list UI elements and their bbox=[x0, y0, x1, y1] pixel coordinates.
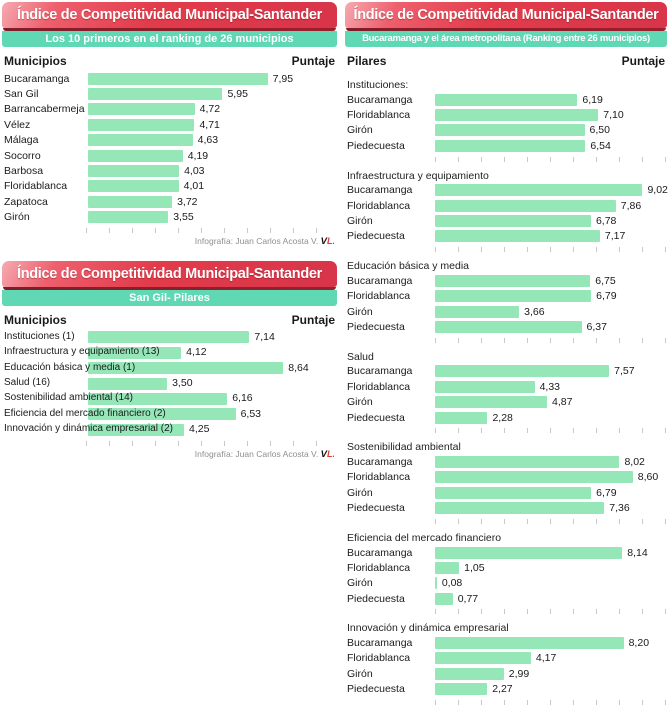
column-headers bbox=[2, 47, 337, 71]
bar-label: Girón bbox=[347, 667, 373, 680]
bar-value: 6,54 bbox=[590, 139, 611, 152]
axis-ticks bbox=[435, 519, 669, 524]
bar bbox=[435, 668, 504, 680]
bar bbox=[435, 487, 591, 499]
vl-logo-icon: V bbox=[320, 235, 327, 247]
credit-text: Infografía: Juan Carlos Acosta V. bbox=[194, 448, 319, 459]
pillar-group-label: Instituciones: bbox=[347, 79, 409, 91]
chart-subtitle: Los 10 primeros en el ranking de 26 municipios bbox=[2, 31, 337, 47]
bar-row bbox=[4, 330, 337, 345]
pillar-group-label: Innovación y dinámica empresarial bbox=[347, 622, 509, 635]
bar bbox=[435, 200, 616, 212]
bar-row bbox=[347, 364, 667, 379]
bar-row bbox=[4, 179, 337, 194]
bar bbox=[435, 471, 633, 483]
bar-label: Málaga bbox=[4, 134, 39, 147]
bar-label: Floridablanca bbox=[347, 199, 411, 212]
chart-title: Índice de Competitividad Municipal-Santander bbox=[345, 2, 667, 28]
bar-value: 0,08 bbox=[441, 577, 463, 590]
chart-subtitle: Bucaramanga y el área metropolitana (Ranking entre 26 municipios) bbox=[345, 31, 667, 47]
bar-value: 6,50 bbox=[589, 124, 610, 137]
bar-label: Barbosa bbox=[4, 165, 44, 178]
bar bbox=[435, 683, 487, 695]
bar-label: Bucaramanga bbox=[347, 455, 413, 468]
bar-value: 9,02 bbox=[647, 184, 668, 197]
bar-value: 6,79 bbox=[596, 290, 617, 303]
chart-subtitle: San Gil- Pilares bbox=[2, 290, 337, 306]
bar bbox=[435, 109, 598, 121]
bar bbox=[435, 456, 619, 468]
bar-row bbox=[4, 148, 337, 163]
bar-row bbox=[347, 485, 667, 500]
bar bbox=[435, 502, 604, 514]
bar-value: 7,10 bbox=[603, 109, 624, 122]
credit-line bbox=[2, 233, 337, 247]
bar-label: Piedecuesta bbox=[347, 411, 405, 424]
bar bbox=[435, 230, 600, 242]
bar-row bbox=[347, 319, 667, 334]
bar-label: Educación básica y media (1) bbox=[4, 361, 136, 373]
bar-label: Sostenibilidad ambiental (14) bbox=[4, 392, 133, 404]
bar-value: 4,25 bbox=[189, 423, 210, 436]
bar-label: Piedecuesta bbox=[347, 502, 405, 515]
pillar-groups bbox=[345, 79, 667, 705]
axis-ticks bbox=[435, 247, 669, 252]
bar-row bbox=[347, 591, 667, 606]
bar-row bbox=[347, 123, 667, 138]
bar-value: 4,72 bbox=[199, 103, 221, 116]
bar-label: Girón bbox=[347, 396, 373, 409]
bar-row bbox=[347, 682, 667, 697]
bar-value: 8,02 bbox=[624, 455, 645, 468]
bar bbox=[435, 306, 519, 318]
left-column bbox=[2, 2, 337, 705]
bar-row bbox=[4, 163, 337, 178]
bar-row bbox=[347, 394, 667, 409]
bar bbox=[435, 275, 590, 287]
bar-value: 2,99 bbox=[508, 667, 530, 680]
bar-label: Salud (16) bbox=[4, 377, 51, 389]
bar-row bbox=[4, 102, 337, 117]
bar-row bbox=[347, 666, 667, 681]
bar-label: Girón bbox=[347, 305, 373, 318]
bar bbox=[88, 331, 249, 343]
bar-row bbox=[347, 273, 667, 288]
bar-label: Girón bbox=[4, 211, 30, 224]
bar bbox=[435, 140, 585, 152]
bar-label: Bucaramanga bbox=[347, 637, 413, 650]
pillar-group-label: Salud bbox=[347, 350, 374, 363]
axis-ticks bbox=[435, 338, 669, 343]
pillar-group-label: Sostenibilidad ambiental bbox=[347, 441, 461, 454]
bar-row bbox=[4, 210, 337, 225]
bar-value: 7,14 bbox=[254, 330, 275, 343]
bar-value: 8,20 bbox=[628, 637, 650, 650]
bar bbox=[435, 94, 577, 106]
bar-row bbox=[4, 391, 337, 406]
bar-label: Bucaramanga bbox=[347, 365, 413, 378]
bar-row bbox=[4, 71, 337, 86]
bar-value: 8,64 bbox=[288, 361, 309, 374]
bar-label: Floridablanca bbox=[4, 180, 68, 193]
bar bbox=[88, 378, 167, 390]
bar-label: Socorro bbox=[4, 149, 41, 162]
bar-label: San Gil bbox=[4, 88, 39, 101]
bar-row bbox=[347, 183, 667, 198]
bar-label: Bucaramanga bbox=[347, 93, 413, 106]
vl-logo-icon: V bbox=[320, 448, 327, 460]
bar-row bbox=[347, 545, 667, 560]
bar-label: Bucaramanga bbox=[347, 184, 413, 197]
bar-row bbox=[347, 138, 667, 153]
bar-value: 6,78 bbox=[595, 215, 617, 228]
column-header-category: Municipios bbox=[4, 54, 67, 68]
bar bbox=[88, 88, 222, 100]
bar bbox=[88, 196, 172, 208]
bar-label: Girón bbox=[347, 486, 373, 499]
bar-row bbox=[347, 379, 667, 394]
bar-value: 4,12 bbox=[186, 346, 207, 359]
column-headers bbox=[345, 47, 667, 71]
bar bbox=[88, 103, 195, 115]
bar bbox=[435, 577, 437, 589]
vl-logo-icon: L. bbox=[327, 448, 335, 459]
bar-value: 4,33 bbox=[539, 380, 561, 393]
chart-title: Índice de Competitividad Municipal-Santander bbox=[2, 261, 337, 287]
bar-label: Piedecuesta bbox=[347, 592, 405, 605]
bar-label: Piedecuesta bbox=[347, 683, 405, 696]
bar-value: 7,36 bbox=[609, 502, 630, 515]
bar-label: Floridablanca bbox=[347, 290, 411, 303]
column-header-value: Puntaje bbox=[621, 54, 665, 68]
bar bbox=[88, 150, 183, 162]
bar-value: 7,57 bbox=[614, 365, 635, 378]
column-headers bbox=[2, 306, 337, 330]
bar-value: 6,75 bbox=[595, 274, 616, 287]
bar-value: 1,05 bbox=[464, 561, 485, 574]
bar-row bbox=[347, 454, 667, 469]
column-header-category: Pilares bbox=[347, 54, 387, 68]
bar bbox=[435, 547, 622, 559]
bar bbox=[88, 165, 179, 177]
right-column bbox=[345, 2, 667, 705]
bar-row bbox=[347, 304, 667, 319]
bar-label: Vélez bbox=[4, 118, 31, 131]
bar-row bbox=[4, 422, 337, 437]
bar-row bbox=[4, 376, 337, 391]
pillar-group-label: Eficiencia del mercado financiero bbox=[347, 531, 502, 544]
bar-value: 0,77 bbox=[457, 592, 479, 605]
axis-ticks bbox=[435, 609, 669, 614]
bar-row bbox=[347, 500, 667, 515]
bar-value: 4,17 bbox=[535, 652, 557, 665]
bar-value: 7,86 bbox=[620, 199, 642, 212]
bar-value: 6,53 bbox=[240, 407, 261, 420]
axis-ticks bbox=[435, 700, 669, 705]
bar-label: Bucaramanga bbox=[347, 546, 413, 559]
bar-row bbox=[347, 560, 667, 575]
bar-value: 4,87 bbox=[552, 396, 573, 409]
bar bbox=[435, 381, 535, 393]
bar-value: 4,71 bbox=[199, 118, 220, 131]
bar-label: Zapatoca bbox=[4, 195, 48, 208]
bar bbox=[435, 124, 585, 136]
bar-row bbox=[4, 133, 337, 148]
bar bbox=[88, 180, 179, 192]
bar-row bbox=[347, 289, 667, 304]
bar-row bbox=[4, 86, 337, 101]
bar-label: Bucaramanga bbox=[4, 72, 70, 85]
bar-value: 6,19 bbox=[582, 93, 603, 106]
bar-row bbox=[347, 651, 667, 666]
bar-value: 3,72 bbox=[177, 195, 198, 208]
chart-title: Índice de Competitividad Municipal-Santander bbox=[2, 2, 337, 28]
bar-row bbox=[347, 576, 667, 591]
bar bbox=[435, 365, 609, 377]
axis-ticks bbox=[435, 157, 669, 162]
bar bbox=[435, 396, 547, 408]
bar-row bbox=[347, 410, 667, 425]
bar-label: Instituciones (1) bbox=[4, 330, 75, 342]
bar-value: 3,66 bbox=[524, 305, 545, 318]
bar-row bbox=[347, 92, 667, 107]
bar bbox=[435, 652, 531, 664]
bar-value: 2,27 bbox=[492, 683, 513, 696]
bar bbox=[435, 593, 453, 605]
bar-row bbox=[347, 198, 667, 213]
bar-row bbox=[4, 361, 337, 376]
column-header-value: Puntaje bbox=[291, 312, 335, 327]
pillar-group-label: Infraestructura y equipamiento bbox=[347, 169, 489, 182]
bar-row bbox=[4, 194, 337, 209]
credit-text: Infografía: Juan Carlos Acosta V. bbox=[194, 235, 319, 246]
bar-rows bbox=[2, 330, 337, 438]
bar-label: Piedecuesta bbox=[347, 230, 405, 243]
column-header-category: Municipios bbox=[4, 312, 67, 327]
bar-label: Girón bbox=[347, 577, 373, 590]
bar bbox=[435, 562, 459, 574]
bar-value: 8,60 bbox=[637, 471, 659, 484]
chart-top10-ranking bbox=[2, 2, 337, 247]
bar-row bbox=[4, 407, 337, 422]
bar-label: Piedecuesta bbox=[347, 139, 405, 152]
bar-value: 7,17 bbox=[604, 230, 626, 243]
bar-row bbox=[347, 229, 667, 244]
pillar-group-label: Educación básica y media bbox=[347, 260, 469, 273]
bar-value: 4,01 bbox=[183, 180, 205, 193]
bar-label: Floridablanca bbox=[347, 380, 411, 393]
vl-logo-icon: L. bbox=[327, 235, 335, 246]
bar bbox=[88, 211, 168, 223]
bar-value: 4,63 bbox=[197, 134, 219, 147]
bar-value: 4,19 bbox=[187, 149, 209, 162]
bar-row bbox=[347, 635, 667, 650]
bar-label: Floridablanca bbox=[347, 561, 411, 574]
bar bbox=[435, 184, 642, 196]
bar-row bbox=[4, 345, 337, 360]
bar bbox=[435, 637, 624, 649]
bar bbox=[435, 321, 582, 333]
bar-label: Bucaramanga bbox=[347, 274, 413, 287]
bar-value: 6,16 bbox=[232, 392, 253, 405]
bar-row bbox=[347, 470, 667, 485]
bar-rows bbox=[2, 71, 337, 225]
bar-value: 3,55 bbox=[173, 211, 194, 224]
bar-value: 6,37 bbox=[586, 320, 607, 333]
bar-value: 8,14 bbox=[627, 546, 648, 559]
bar-value: 5,95 bbox=[227, 88, 248, 101]
bar bbox=[435, 215, 591, 227]
bar bbox=[88, 134, 193, 146]
bar-row bbox=[347, 213, 667, 228]
bar-value: 6,79 bbox=[596, 486, 617, 499]
bar bbox=[435, 412, 487, 424]
bar bbox=[88, 73, 268, 85]
bar-label: Eficiencia del mercado financiero (2) bbox=[4, 407, 166, 419]
column-header-value: Puntaje bbox=[291, 54, 335, 68]
spacer bbox=[2, 247, 337, 261]
chart-metro-pilares bbox=[345, 2, 667, 705]
bar bbox=[435, 290, 591, 302]
bar-label: Girón bbox=[347, 124, 373, 137]
bar-label: Infraestructura y equipamiento (13) bbox=[4, 346, 160, 358]
bar-label: Piedecuesta bbox=[347, 320, 405, 333]
bar-label: Girón bbox=[347, 215, 373, 228]
bar-row bbox=[4, 117, 337, 132]
bar-value: 3,50 bbox=[172, 377, 193, 390]
bar-label: Floridablanca bbox=[347, 109, 411, 122]
bar-value: 7,95 bbox=[272, 72, 294, 85]
bar-value: 4,03 bbox=[184, 165, 205, 178]
bar bbox=[88, 119, 194, 131]
credit-line bbox=[2, 446, 337, 460]
chart-sangil-pilares bbox=[2, 261, 337, 460]
bar-label: Floridablanca bbox=[347, 652, 411, 665]
axis-ticks bbox=[435, 428, 669, 433]
bar-label: Barrancabermeja bbox=[4, 103, 85, 116]
bar-row bbox=[347, 107, 667, 122]
bar-label: Floridablanca bbox=[347, 471, 411, 484]
bar-label: Innovación y dinámica empresarial (2) bbox=[4, 423, 173, 435]
bar-value: 2,28 bbox=[492, 411, 513, 424]
